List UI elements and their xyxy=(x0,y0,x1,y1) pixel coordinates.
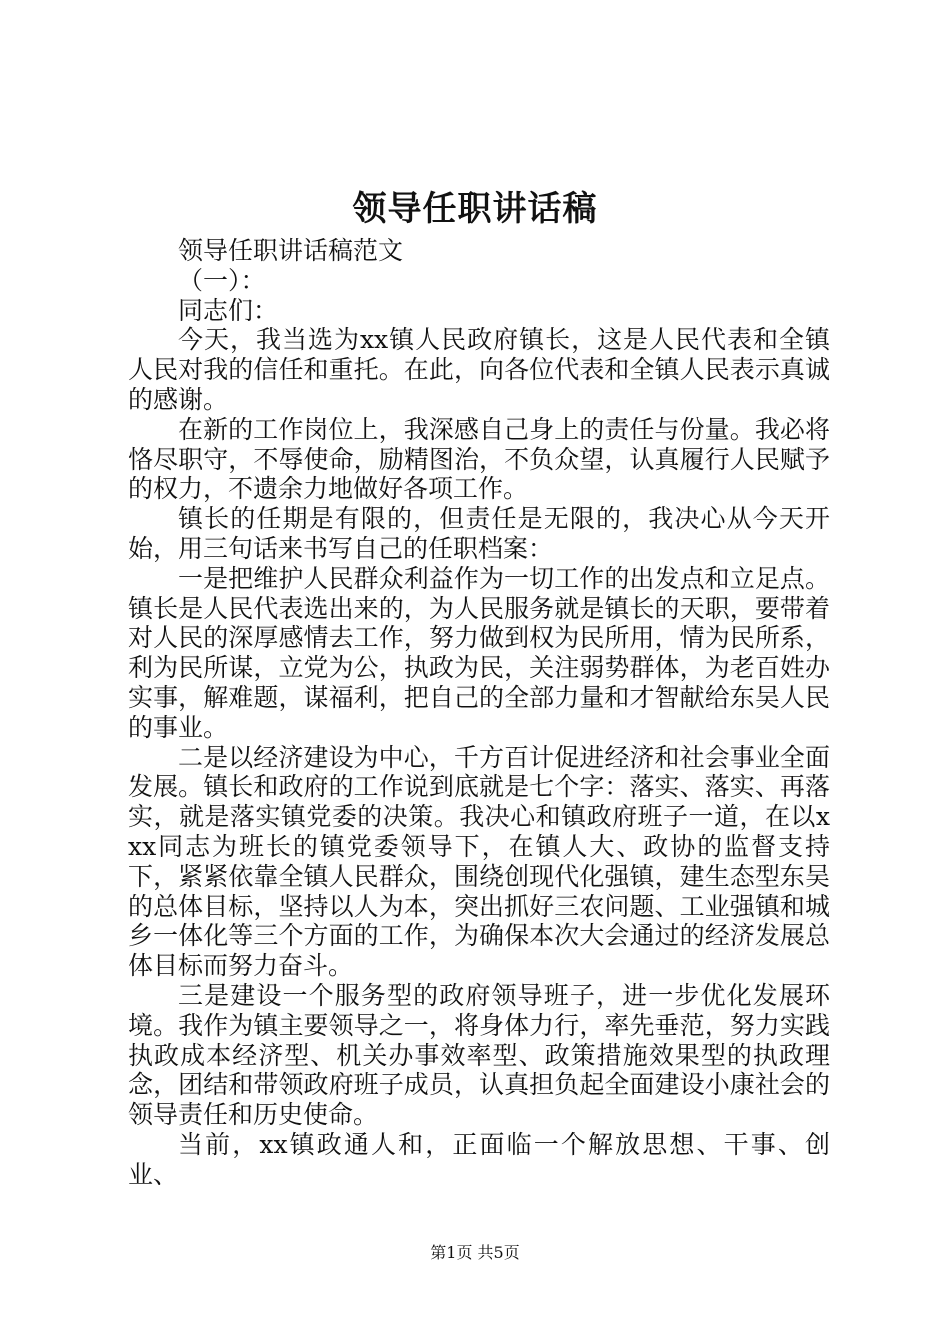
paragraph-7: 当前，xx镇政通人和，正面临一个解放思想、干事、创业、 xyxy=(128,1129,830,1189)
document-body xyxy=(128,236,830,1190)
paragraph-5: 二是以经济建设为中心，千方百计促进经济和社会事业全面发展。镇长和政府的工作说到底就是七个字：落实、落实、再落实，就是落实镇党委的决策。我决心和镇政府班子一道，在以xxx同志为班长的镇党委领导下，在镇人大、政协的监督支持下，紧紧依靠全镇人民群众，围绕创现代化强镇，建生态型东吴的总体目标，坚持以人为本，突出抓好三农问题、工业强镇和城乡一体化等三个方面的工作，为确保本次大会通过的经济发展总体目标而努力奋斗。 xyxy=(128,742,830,981)
paragraph-1: 今天，我当选为xx镇人民政府镇长，这是人民代表和全镇人民对我的信任和重托。在此，向各位代表和全镇人民表示真诚的感谢。 xyxy=(128,325,830,414)
paragraph-2: 在新的工作岗位上，我深感自己身上的责任与份量。我必将恪尽职守，不辱使命，励精图治，不负众望，认真履行人民赋予的权力，不遗余力地做好各项工作。 xyxy=(128,414,830,504)
paragraph-3: 镇长的任期是有限的，但责任是无限的，我决心从今天开始，用三句话来书写自己的任职档案： xyxy=(128,504,830,563)
paragraph-salutation: 同志们： xyxy=(178,295,279,325)
paragraph-4: 一是把维护人民群众利益作为一切工作的出发点和立足点。镇长是人民代表选出来的，为人民服务就是镇长的天职，要带着对人民的深厚感情去工作，努力做到权为民所用，情为民所系，利为民所谋，立党为公，执政为民，关注弱势群体，为老百姓办实事，解难题，谋福利，把自己的全部力量和才智献给东吴人民的事业。 xyxy=(128,563,830,742)
document-title: 领导任职讲话稿 xyxy=(352,189,598,229)
paragraph-6: 三是建设一个服务型的政府领导班子，进一步优化发展环境。我作为镇主要领导之一，将身体力行，率先垂范，努力实践执政成本经济型、机关办事效率型、政策措施效果型的执政理念，团结和带领政府班子成员，认真担负起全面建设小康社会的领导责任和历史使命。 xyxy=(128,980,830,1130)
paragraph-subtitle: 领导任职讲话稿范文 xyxy=(178,236,404,265)
paragraph-section-number: （一）： xyxy=(178,265,266,295)
page-footer: 第1页 共5页 xyxy=(430,1243,520,1262)
